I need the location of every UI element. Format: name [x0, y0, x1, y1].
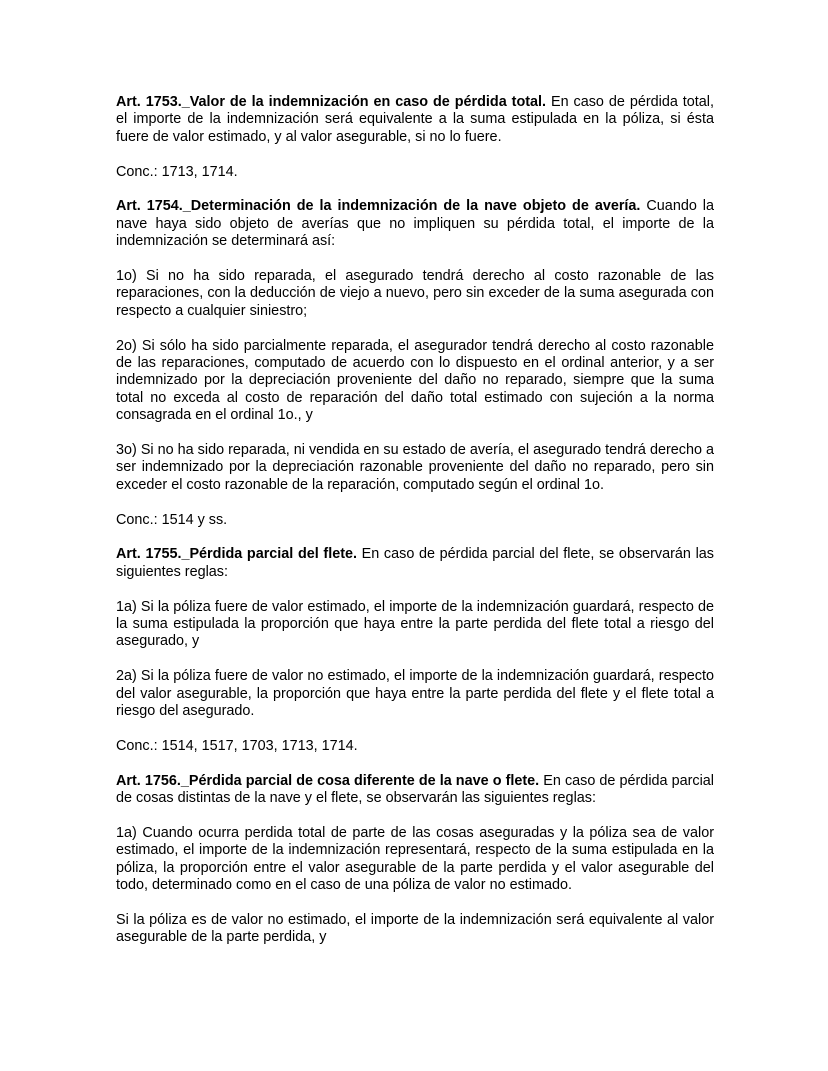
article-1755-heading: Art. 1755._Pérdida parcial del flete. — [116, 546, 357, 563]
article-1756-intro-text: En caso de pérdida parcial de cosas distintas de la nave y el flete, se observarán las siguientes reglas: — [116, 772, 714, 807]
article-1754-ordinal-3: 3o) Si no ha sido reparada, ni vendida en su estado de avería, el asegurado tendrá derecho a ser indemnizado por la depreciación razonable proveniente del daño no reparado, pero sin exceder el costo razonable de la reparación, computado según el ordinal 1o. — [116, 442, 714, 493]
article-1753-intro — [116, 94, 714, 146]
article-1753-intro-text: En caso de pérdida total, el importe de la indemnización será equivalente a la suma estipulada en la póliza, si ésta fuere de valor estimado, y al valor asegurable, si no lo fuere. — [116, 94, 714, 145]
article-1754-ordinal-2: 2o) Si sólo ha sido parcialmente reparada, el asegurador tendrá derecho al costo razonable de las reparaciones, computado de acuerdo con lo dispuesto en el ordinal anterior, y a ser indemnizado por la depreciación proveniente del daño no reparado, siempre que la suma total no exceda al costo de reparación del daño total estimado con sujeción a la norma consagrada en el ordinal 1o., y — [116, 337, 714, 424]
article-1754-heading: Art. 1754._Determinación de la indemnización de la nave objeto de avería. — [116, 198, 641, 215]
article-1754-intro — [116, 198, 714, 250]
article-1755-rule-1: 1a) Si la póliza fuere de valor estimado, el importe de la indemnización guardará, respecto de la suma estipulada la proporción que haya entre la parte perdida del flete total a riesgo del asegurado, y — [116, 598, 714, 650]
article-1754-concordance: Conc.: 1514 y ss. — [116, 511, 228, 528]
article-1755-concordance: Conc.: 1514, 1517, 1703, 1713, 1714. — [116, 737, 358, 754]
article-1756-rule-1-continued: Si la póliza es de valor no estimado, el importe de la indemnización será equivalente al valor asegurable de la parte perdida, y — [116, 911, 714, 946]
article-1756-heading: Art. 1756._Pérdida parcial de cosa diferente de la nave o flete. — [116, 772, 540, 789]
article-1753-heading: Art. 1753._Valor de la indemnización en caso de pérdida total. — [116, 94, 547, 110]
article-1756-rule-1: 1a) Cuando ocurra perdida total de parte de las cosas aseguradas y la póliza sea de valor estimado, el importe de la indemnización representará, respecto de la suma estipulada en la póliza, la proporción entre el valor asegurable de la parte perdida y el valor asegurable del todo, determinado como en el caso de una póliza de valor no estimado. — [116, 824, 714, 894]
article-1755-rule-2: 2a) Si la póliza fuere de valor no estimado, el importe de la indemnización guardará, respecto del valor asegurable, la proporción que haya entre la parte perdida del flete y el flete total a riesgo del asegurado. — [116, 668, 714, 720]
document-page — [116, 94, 714, 964]
article-1754-intro-text: Cuando la nave haya sido objeto de averías que no impliquen su pérdida total, el importe de la indemnización se determinará así: — [116, 198, 714, 250]
article-1756-intro — [116, 773, 714, 808]
article-1755-intro — [116, 546, 714, 581]
article-1754-ordinal-1: 1o) Si no ha sido reparada, el asegurado tendrá derecho al costo razonable de las reparaciones, con la deducción de viejo a nuevo, pero sin exceder de la suma asegurada con respecto a cualquier siniestro; — [116, 268, 714, 319]
article-1753-concordance: Conc.: 1713, 1714. — [116, 163, 238, 180]
article-1755-intro-text: En caso de pérdida parcial del flete, se observarán las siguientes reglas: — [116, 546, 714, 580]
